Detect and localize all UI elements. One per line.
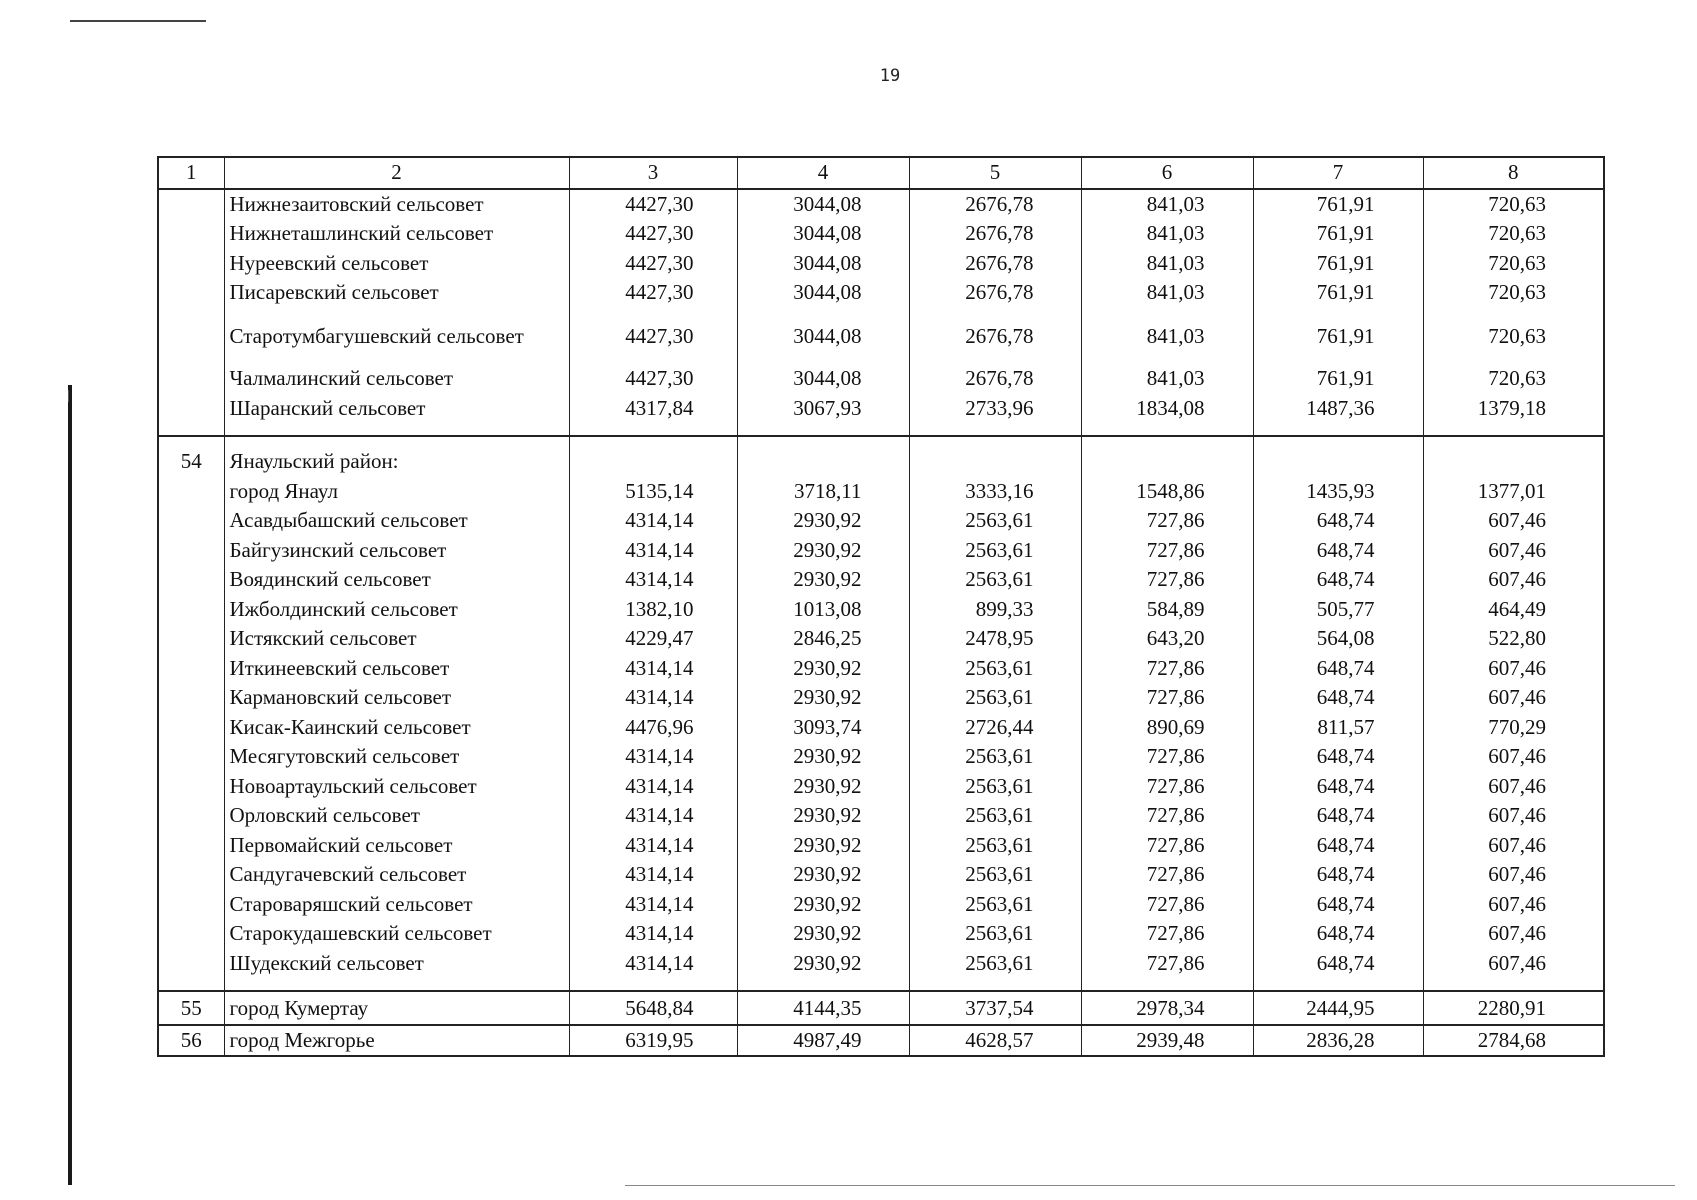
value-cell-col-6: 727,86 (1081, 506, 1253, 536)
table-row (158, 801, 1604, 831)
value-cell-col-5: 2676,78 (909, 351, 1081, 394)
value-cell-col-3: 4427,30 (569, 189, 737, 220)
value-cell-col-7: 648,74 (1253, 801, 1423, 831)
value-cell-col-3: 4314,14 (569, 536, 737, 566)
value-cell-col-4: 3044,08 (737, 308, 909, 352)
value-cell-col-5 (909, 436, 1081, 477)
table-row (158, 991, 1604, 1025)
value-cell-col-7: 648,74 (1253, 831, 1423, 861)
value-cell-col-5: 2563,61 (909, 801, 1081, 831)
municipality-name-cell: город Кумертау (224, 991, 569, 1025)
value-cell-col-8: 2784,68 (1423, 1025, 1604, 1057)
value-cell-col-3: 4427,30 (569, 308, 737, 352)
value-cell-col-5: 2563,61 (909, 772, 1081, 802)
table-row (158, 683, 1604, 713)
table-row (158, 949, 1604, 992)
value-cell-col-5: 2563,61 (909, 742, 1081, 772)
value-cell-col-5: 2563,61 (909, 683, 1081, 713)
value-cell-col-8: 607,46 (1488, 744, 1546, 768)
value-cell-col-7: 1487,36 (1253, 394, 1423, 437)
value-cell-col-4 (737, 436, 909, 477)
row-number-cell: 54 (158, 436, 224, 991)
table-row (158, 249, 1604, 279)
value-cell-col-3: 6319,95 (569, 1025, 737, 1057)
column-header: 4 (737, 157, 909, 189)
value-cell-col-4: 2930,92 (737, 919, 909, 949)
value-cell-col-6: 841,03 (1081, 189, 1253, 220)
value-cell-col-5: 2563,61 (909, 565, 1081, 595)
value-cell-col-4: 2930,92 (737, 565, 909, 595)
column-header: 6 (1081, 157, 1253, 189)
value-cell-col-6: 727,86 (1081, 683, 1253, 713)
value-cell-col-7: 1435,93 (1253, 477, 1423, 507)
value-cell-col-4: 3044,08 (737, 351, 909, 394)
value-cell-col-3: 4317,84 (569, 394, 737, 437)
value-cell-col-3: 5135,14 (569, 477, 737, 507)
row-number-cell: 55 (158, 991, 224, 1025)
value-cell-col-6: 727,86 (1081, 565, 1253, 595)
value-cell-col-4: 2930,92 (737, 506, 909, 536)
value-cell-col-4: 4987,49 (737, 1025, 909, 1057)
municipality-name-cell: Байгузинский сельсовет (224, 536, 569, 566)
municipality-name-cell: Шудекский сельсовет (224, 949, 569, 992)
value-cell-col-7: 648,74 (1253, 919, 1423, 949)
value-cell-col-6: 841,03 (1081, 308, 1253, 352)
value-cell-col-3: 4314,14 (569, 801, 737, 831)
value-cell-col-7: 648,74 (1253, 506, 1423, 536)
table-row (158, 477, 1604, 507)
value-cell-col-8: 720,63 (1488, 323, 1546, 348)
value-cell-col-8: 607,46 (1488, 891, 1546, 916)
value-cell-col-5: 2676,78 (909, 219, 1081, 249)
value-cell-col-7: 505,77 (1253, 595, 1423, 625)
value-cell-col-8: 720,63 (1488, 366, 1546, 390)
value-cell-col-5: 2676,78 (909, 249, 1081, 279)
value-cell-col-5: 2563,61 (909, 506, 1081, 536)
value-cell-col-4: 2930,92 (737, 949, 909, 992)
value-cell-col-6: 727,86 (1081, 536, 1253, 566)
page-number: 19 (879, 66, 901, 86)
municipality-name-cell: Кармановский сельсовет (224, 683, 569, 713)
value-cell-col-4: 3093,74 (737, 713, 909, 743)
value-cell-col-7: 648,74 (1253, 536, 1423, 566)
value-cell-col-6: 727,86 (1081, 949, 1253, 992)
table-row (158, 772, 1604, 802)
value-cell-col-6: 841,03 (1081, 351, 1253, 394)
value-cell-col-7 (1253, 436, 1423, 477)
value-cell-col-4: 2930,92 (737, 831, 909, 861)
municipality-name-cell: Истякский сельсовет (224, 624, 569, 654)
value-cell-col-3: 4314,14 (569, 831, 737, 861)
municipality-name-cell: Нуреевский сельсовет (224, 249, 569, 279)
column-header: 1 (158, 157, 224, 189)
value-cell-col-6: 727,86 (1081, 919, 1253, 949)
value-cell-col-8: 607,46 (1488, 537, 1546, 562)
value-cell-col-8: 607,46 (1488, 921, 1546, 945)
value-cell-col-8: 720,63 (1488, 280, 1546, 304)
table-row (158, 742, 1604, 772)
column-header: 5 (909, 157, 1081, 189)
table-row (158, 919, 1604, 949)
value-cell-col-6: 727,86 (1081, 742, 1253, 772)
value-cell-col-3 (569, 436, 737, 477)
table-row (158, 536, 1604, 566)
table-row (158, 860, 1604, 890)
value-cell-col-4: 2930,92 (737, 860, 909, 890)
value-cell-col-7: 648,74 (1253, 683, 1423, 713)
value-cell-col-6: 643,20 (1081, 624, 1253, 654)
scan-mark-left-bar (68, 385, 72, 1185)
value-cell-col-6 (1081, 436, 1253, 477)
value-cell-col-8: 1377,01 (1477, 478, 1546, 503)
value-cell-col-4: 3067,93 (737, 394, 909, 437)
value-cell-col-5: 2563,61 (909, 860, 1081, 890)
municipality-name-cell: Месягутовский сельсовет (224, 742, 569, 772)
municipality-name-cell: Асавдыбашский сельсовет (224, 506, 569, 536)
table-row (158, 351, 1604, 394)
value-cell-col-6: 890,69 (1081, 713, 1253, 743)
municipality-name-cell: Староваряшский сельсовет (224, 890, 569, 920)
value-cell-col-3: 4476,96 (569, 713, 737, 743)
municipality-name-cell: Ижболдинский сельсовет (224, 595, 569, 625)
value-cell-col-3: 4314,14 (569, 654, 737, 684)
municipality-name-cell: Нижнезаитовский сельсовет (224, 189, 569, 220)
municipality-name-cell: Писаревский сельсовет (224, 278, 569, 308)
value-cell-col-6: 727,86 (1081, 801, 1253, 831)
value-cell-col-4: 3044,08 (737, 219, 909, 249)
value-cell-col-6: 727,86 (1081, 772, 1253, 802)
value-cell-col-3: 4314,14 (569, 683, 737, 713)
municipality-name-cell: город Межгорье (224, 1025, 569, 1057)
municipality-name-cell: Первомайский сельсовет (224, 831, 569, 861)
value-cell-col-5: 2563,61 (909, 949, 1081, 992)
value-cell-col-4: 2846,25 (737, 624, 909, 654)
value-cell-col-4: 2930,92 (737, 683, 909, 713)
value-cell-col-7: 761,91 (1253, 249, 1423, 279)
value-cell-col-4: 2930,92 (737, 536, 909, 566)
row-number-cell: 56 (158, 1025, 224, 1057)
table-row (158, 506, 1604, 536)
value-cell-col-7: 648,74 (1253, 565, 1423, 595)
value-cell-col-4: 4144,35 (737, 991, 909, 1025)
value-cell-col-7: 811,57 (1253, 713, 1423, 743)
table-row (158, 565, 1604, 595)
municipality-name-cell: город Янаул (224, 477, 569, 507)
value-cell-col-7: 648,74 (1253, 772, 1423, 802)
municipality-name-cell: Старокудашевский сельсовет (224, 919, 569, 949)
value-cell-col-3: 4427,30 (569, 278, 737, 308)
value-cell-col-6: 727,86 (1081, 831, 1253, 861)
column-number-row (158, 157, 1604, 189)
table-row (158, 189, 1604, 220)
municipality-name-cell: Сандугачевский сельсовет (224, 860, 569, 890)
municipality-name-cell: Орловский сельсовет (224, 801, 569, 831)
value-cell-col-8: 607,46 (1488, 832, 1546, 857)
value-cell-col-5: 2478,95 (909, 624, 1081, 654)
municipality-name-cell: Шаранский сельсовет (224, 394, 569, 437)
value-cell-col-3: 1382,10 (569, 595, 737, 625)
value-cell-col-8: 607,46 (1488, 508, 1546, 532)
value-cell-col-7: 2444,95 (1253, 991, 1423, 1025)
table-row (158, 394, 1604, 437)
value-cell-col-5: 2726,44 (909, 713, 1081, 743)
scan-mark-bottom-line (625, 1185, 1675, 1186)
table-row (158, 595, 1604, 625)
value-cell-col-5: 3737,54 (909, 991, 1081, 1025)
value-cell-col-8: 522,80 (1488, 626, 1546, 650)
table-row (158, 1025, 1604, 1057)
value-cell-col-8 (1423, 436, 1604, 477)
value-cell-col-8: 607,46 (1488, 655, 1546, 680)
table-row (158, 278, 1604, 308)
tariff-table-container (157, 156, 1603, 1057)
value-cell-col-7: 761,91 (1253, 351, 1423, 394)
value-cell-col-5: 2676,78 (909, 278, 1081, 308)
value-cell-col-8: 720,63 (1488, 250, 1546, 275)
value-cell-col-4: 2930,92 (737, 801, 909, 831)
column-header: 3 (569, 157, 737, 189)
value-cell-col-6: 727,86 (1081, 654, 1253, 684)
value-cell-col-7: 761,91 (1253, 189, 1423, 220)
value-cell-col-8: 607,46 (1423, 949, 1604, 992)
value-cell-col-3: 4314,14 (569, 742, 737, 772)
value-cell-col-6: 841,03 (1081, 278, 1253, 308)
value-cell-col-8: 720,63 (1488, 191, 1546, 216)
value-cell-col-5: 2563,61 (909, 831, 1081, 861)
value-cell-col-5: 4628,57 (909, 1025, 1081, 1057)
table-row (158, 308, 1604, 352)
value-cell-col-8: 770,29 (1488, 714, 1546, 739)
value-cell-col-6: 1548,86 (1081, 477, 1253, 507)
value-cell-col-5: 2563,61 (909, 890, 1081, 920)
value-cell-col-4: 2930,92 (737, 772, 909, 802)
value-cell-col-3: 4314,14 (569, 565, 737, 595)
value-cell-col-4: 3044,08 (737, 189, 909, 220)
value-cell-col-8: 1379,18 (1423, 394, 1604, 437)
value-cell-col-8: 464,49 (1488, 596, 1546, 621)
column-header: 2 (224, 157, 569, 189)
value-cell-col-6: 841,03 (1081, 249, 1253, 279)
value-cell-col-8: 607,46 (1488, 773, 1546, 798)
value-cell-col-4: 2930,92 (737, 890, 909, 920)
value-cell-col-8: 607,46 (1488, 862, 1546, 886)
value-cell-col-7: 648,74 (1253, 742, 1423, 772)
value-cell-col-6: 727,86 (1081, 860, 1253, 890)
scan-mark-left-dash (68, 390, 69, 402)
value-cell-col-5: 2563,61 (909, 536, 1081, 566)
table-row (158, 890, 1604, 920)
table-row (158, 831, 1604, 861)
value-cell-col-5: 2676,78 (909, 308, 1081, 352)
table-row (158, 219, 1604, 249)
value-cell-col-5: 899,33 (909, 595, 1081, 625)
municipality-name-cell: Воядинский сельсовет (224, 565, 569, 595)
value-cell-col-7: 761,91 (1253, 278, 1423, 308)
value-cell-col-7: 761,91 (1253, 308, 1423, 352)
value-cell-col-7: 761,91 (1253, 219, 1423, 249)
value-cell-col-8: 607,46 (1488, 685, 1546, 709)
value-cell-col-5: 2563,61 (909, 919, 1081, 949)
municipality-name-cell: Новоартаульский сельсовет (224, 772, 569, 802)
value-cell-col-8: 2280,91 (1423, 991, 1604, 1025)
value-cell-col-3: 4314,14 (569, 506, 737, 536)
value-cell-col-8: 607,46 (1488, 803, 1546, 827)
value-cell-col-4: 3718,11 (737, 477, 909, 507)
column-header: 7 (1253, 157, 1423, 189)
value-cell-col-3: 4314,14 (569, 949, 737, 992)
value-cell-col-7: 2836,28 (1253, 1025, 1423, 1057)
municipality-name-cell: Кисак-Каинский сельсовет (224, 713, 569, 743)
value-cell-col-3: 4314,14 (569, 772, 737, 802)
value-cell-col-3: 4314,14 (569, 890, 737, 920)
value-cell-col-7: 648,74 (1253, 949, 1423, 992)
value-cell-col-8: 607,46 (1488, 567, 1546, 591)
table-row (158, 654, 1604, 684)
value-cell-col-7: 564,08 (1253, 624, 1423, 654)
column-header: 8 (1423, 157, 1604, 189)
value-cell-col-7: 648,74 (1253, 654, 1423, 684)
table-row (158, 436, 1604, 477)
scan-mark-top-line (70, 20, 206, 22)
value-cell-col-4: 2930,92 (737, 742, 909, 772)
value-cell-col-3: 5648,84 (569, 991, 737, 1025)
row-number-cell (158, 189, 224, 437)
table-row (158, 624, 1604, 654)
value-cell-col-5: 2676,78 (909, 189, 1081, 220)
value-cell-col-6: 1834,08 (1081, 394, 1253, 437)
value-cell-col-6: 584,89 (1081, 595, 1253, 625)
municipality-name-cell: Старотумбагушевский сельсовет (224, 308, 569, 352)
municipality-name-cell: Чалмалинский сельсовет (224, 351, 569, 394)
table-row (158, 713, 1604, 743)
value-cell-col-5: 2733,96 (909, 394, 1081, 437)
tariff-table (157, 156, 1605, 1057)
value-cell-col-6: 727,86 (1081, 890, 1253, 920)
municipality-name-cell: Иткинеевский сельсовет (224, 654, 569, 684)
value-cell-col-3: 4427,30 (569, 351, 737, 394)
value-cell-col-4: 3044,08 (737, 249, 909, 279)
value-cell-col-6: 2978,34 (1081, 991, 1253, 1025)
municipality-name-cell: Янаульский район: (224, 436, 569, 477)
value-cell-col-5: 3333,16 (909, 477, 1081, 507)
value-cell-col-4: 1013,08 (737, 595, 909, 625)
value-cell-col-8: 720,63 (1488, 221, 1546, 245)
value-cell-col-3: 4427,30 (569, 249, 737, 279)
municipality-name-cell: Нижнеташлинский сельсовет (224, 219, 569, 249)
value-cell-col-4: 2930,92 (737, 654, 909, 684)
value-cell-col-5: 2563,61 (909, 654, 1081, 684)
value-cell-col-3: 4229,47 (569, 624, 737, 654)
value-cell-col-6: 841,03 (1081, 219, 1253, 249)
value-cell-col-3: 4314,14 (569, 919, 737, 949)
value-cell-col-4: 3044,08 (737, 278, 909, 308)
value-cell-col-3: 4427,30 (569, 219, 737, 249)
value-cell-col-7: 648,74 (1253, 890, 1423, 920)
value-cell-col-3: 4314,14 (569, 860, 737, 890)
value-cell-col-6: 2939,48 (1081, 1025, 1253, 1057)
value-cell-col-7: 648,74 (1253, 860, 1423, 890)
